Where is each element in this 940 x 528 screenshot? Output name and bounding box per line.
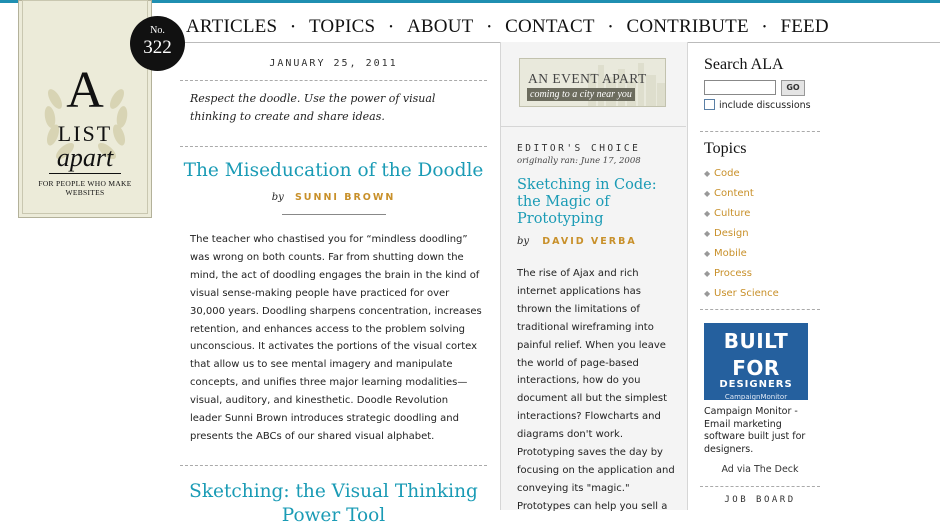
topic-item-culture[interactable] <box>704 204 779 224</box>
byline-by: by <box>517 236 530 247</box>
topic-item-design[interactable] <box>704 224 779 244</box>
divider <box>180 146 487 147</box>
nav-topics[interactable]: TOPICS <box>308 16 376 37</box>
ad-description: Campaign Monitor - Email marketing software built just for designers. <box>704 406 806 455</box>
divider <box>180 465 487 466</box>
topics-title: Topics <box>704 140 747 157</box>
diamond-icon: ◆ <box>704 249 711 258</box>
event-ad-subtitle: coming to a city near you <box>527 88 635 101</box>
byline-rule <box>282 214 386 215</box>
include-discussions-label: include discussions <box>719 100 811 111</box>
include-discussions-checkbox[interactable] <box>704 99 715 110</box>
topic-item-process[interactable] <box>704 263 779 283</box>
divider <box>700 486 820 487</box>
topic-item-mobile[interactable] <box>704 244 779 264</box>
issue-number: 322 <box>143 37 172 58</box>
diamond-icon: ◆ <box>704 189 711 199</box>
diamond-icon: ◆ <box>704 268 711 278</box>
editors-choice-title[interactable]: Sketching in Code: the Magic of Prototyping <box>517 177 657 227</box>
article-summary: The teacher who chastised you for “mindless doodling” was wrong on both counts. Far from shutting down the mind, the act of doodling engages the brain in the kind of visual sense-making people have practiced for over 30,000 years. Doodling sharpens concentration, increases retention, and enhances access to the problem solving unconscious. It activates the portions of the visual cortex that allow us to see mental imagery and manipulate concepts, and unifies three major learning modalities—visual, auditory, and kinesthetic. Doodle Revolution leader Sunni Brown introduces strategic doodling and presents the ABCs of our shared visual alphabet. <box>190 234 482 442</box>
nav-about[interactable]: ABOUT <box>406 16 474 37</box>
topic-label: Code <box>714 168 740 180</box>
nav-separator: • <box>762 21 767 33</box>
nav-contact[interactable]: CONTACT <box>505 16 595 37</box>
author-link[interactable]: DAVID VERBA <box>542 236 637 247</box>
topic-label: Content <box>714 188 754 200</box>
editors-choice-date: originally ran: June 17, 2008 <box>517 156 641 166</box>
built-for-designers-ad[interactable] <box>704 323 808 400</box>
ad-headline-3: DESIGNERS <box>719 379 793 390</box>
nav-separator: • <box>389 21 393 33</box>
editors-choice-byline <box>517 236 637 247</box>
ad-headline-1: BUILT <box>723 329 789 353</box>
topic-item-code[interactable] <box>704 164 779 184</box>
logo-word-list: LIST <box>57 121 113 146</box>
logo-letter: A <box>66 62 104 119</box>
divider <box>180 80 487 81</box>
event-apart-ad[interactable] <box>519 58 666 107</box>
ad-brand: CampaignMonitor <box>724 393 788 400</box>
event-ad-title: AN EVENT APART <box>528 71 647 86</box>
nav-separator: • <box>487 21 492 33</box>
topic-item-user-science[interactable] <box>704 283 779 303</box>
article-title[interactable]: The Miseducation of the Doodle <box>183 160 484 181</box>
nav-separator: • <box>291 21 295 33</box>
job-board-heading: JOB BOARD <box>724 495 796 505</box>
search-title: Search ALA <box>704 56 784 73</box>
ad-headline-2: FOR <box>732 356 780 380</box>
divider <box>700 309 820 310</box>
column-divider <box>500 126 686 127</box>
author-link[interactable]: SUNNI BROWN <box>294 192 396 203</box>
byline-by: by <box>271 192 284 203</box>
nav-separator: • <box>608 21 613 33</box>
logo-tagline: FOR PEOPLE WHO MAKE WEBSITES <box>38 179 132 197</box>
topic-label: Process <box>714 267 752 279</box>
issue-badge[interactable] <box>130 16 185 71</box>
editors-choice-label: EDITOR'S CHOICE <box>517 143 641 154</box>
main-nav <box>186 13 829 41</box>
logo-word-apart: apart <box>56 143 114 172</box>
diamond-icon: ◆ <box>704 209 711 219</box>
topic-label: Design <box>714 228 749 240</box>
search-input[interactable] <box>704 80 776 95</box>
article-title-2[interactable]: Sketching: the Visual Thinking Power Tool <box>189 481 478 526</box>
issue-tagline: Respect the doodle. Use the power of visual thinking to create and share ideas. <box>190 92 436 123</box>
topic-item-content[interactable] <box>704 184 779 204</box>
ad-via-link[interactable]: Ad via The Deck <box>721 464 799 475</box>
topics-list <box>704 164 779 303</box>
topic-label: Mobile <box>714 248 747 259</box>
diamond-icon: ◆ <box>704 229 711 239</box>
editors-choice-summary: The rise of Ajax and rich internet applications has thrown the limitations of traditional wireframing into painful relief. When you leave the world of page-based interactions, how do you document all but the simplest interactions? Flowcharts and diagrams don't work. Prototyping saves the day by focusing on the application and conveying its "magic." Prototypes can help you sell a <box>517 268 675 512</box>
nav-contribute[interactable]: CONTRIBUTE <box>626 16 749 37</box>
diamond-icon: ◆ <box>704 288 711 298</box>
go-button[interactable]: GO <box>781 80 805 96</box>
nav-articles[interactable]: ARTICLES <box>186 16 278 37</box>
issue-date: JANUARY 25, 2011 <box>269 58 398 69</box>
topic-label: User Science <box>714 287 779 299</box>
nav-feed[interactable]: FEED <box>780 16 829 37</box>
topic-label: Culture <box>714 208 751 220</box>
diamond-icon: ◆ <box>704 169 711 179</box>
article-byline <box>180 192 487 203</box>
divider <box>700 131 820 132</box>
issue-label: No. <box>150 25 165 36</box>
logo-divider <box>49 173 121 174</box>
